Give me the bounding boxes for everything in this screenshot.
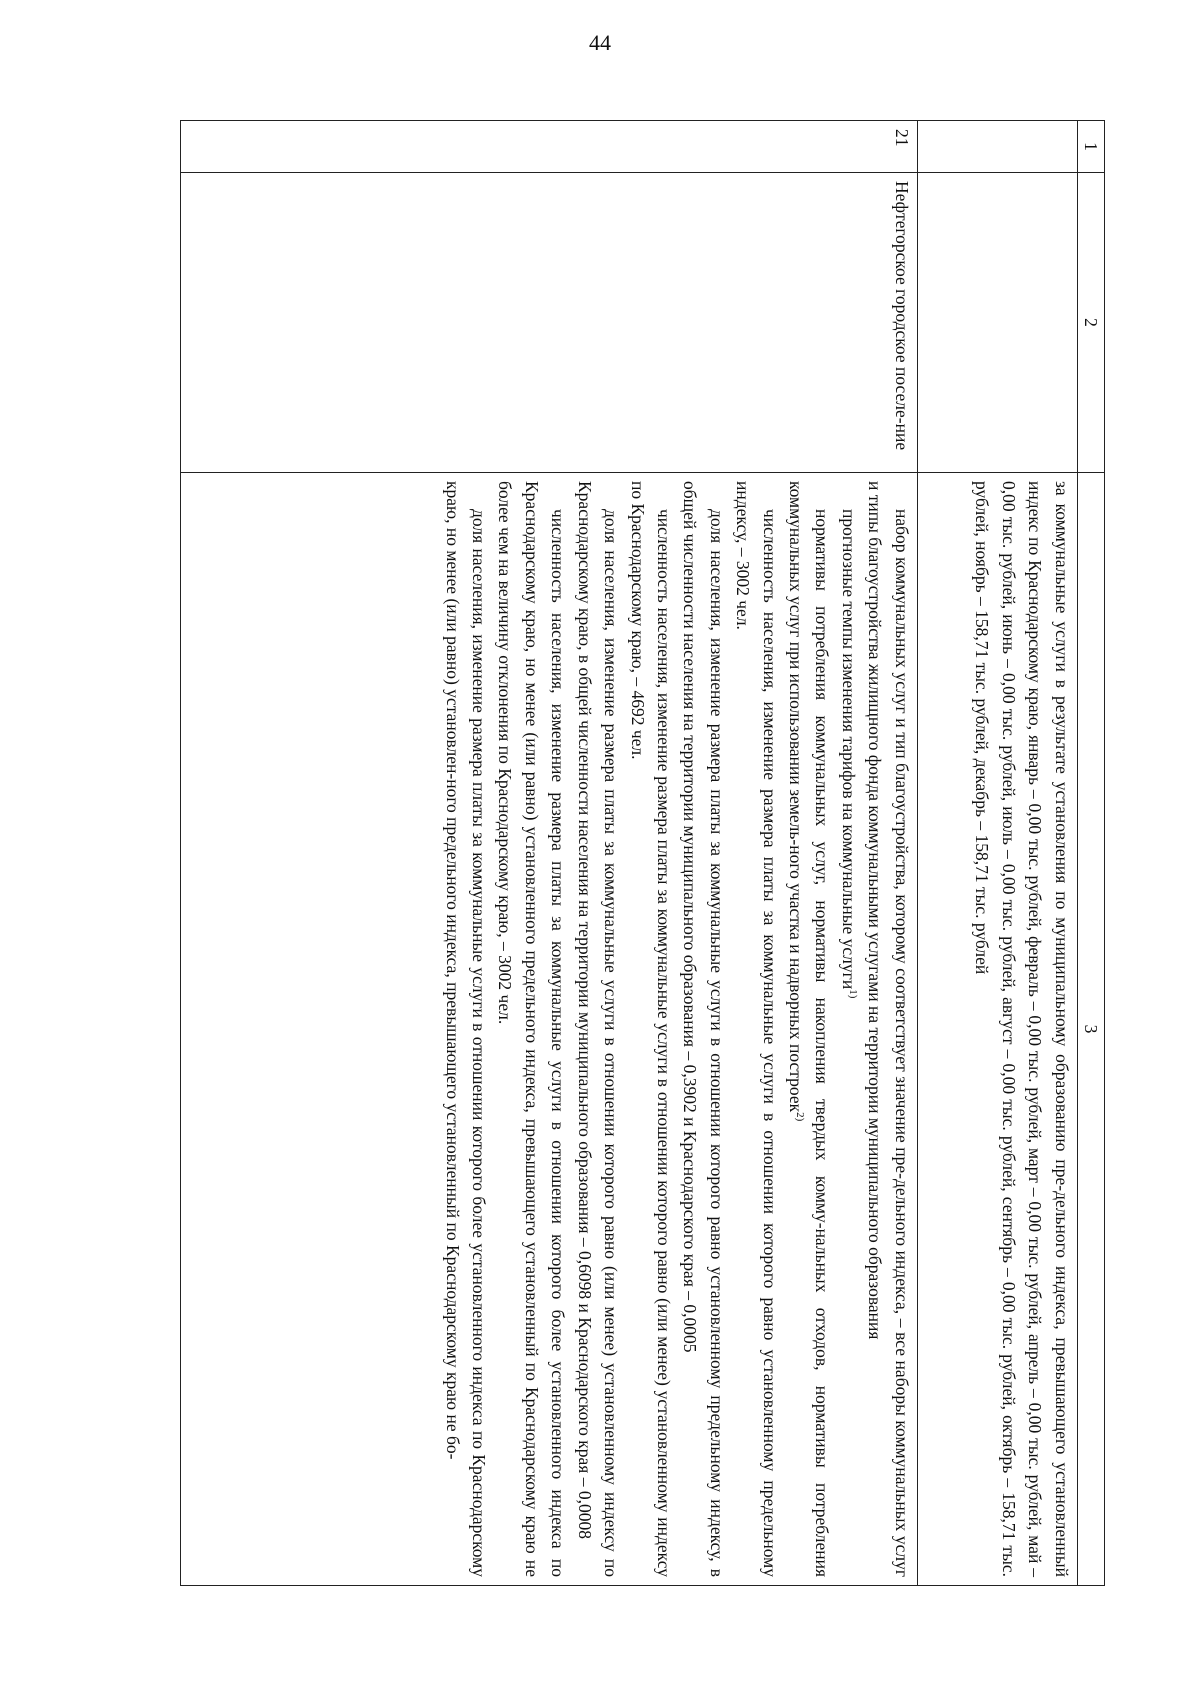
paragraph-8: численность населения, изменение размера платы за коммунальные услуги в отношении которого более установленного индекса по Краснодарскому краю, но менее (или равно) установленного предельного индекса, превышающего установленный по Краснодарскому краю не более чем на величину отклонения по Краснодарскому краю, – 3002 чел. <box>495 481 569 1577</box>
row-number-cell <box>917 121 1077 173</box>
description-cell <box>917 473 1077 1586</box>
description-text: за коммунальные услуги в результате установления по муниципальному образованию пре-дельного индекса, превышающего установленный индекс по Краснодарскому краю, январь – 0,00 тыс. рублей, февраль – 0,00 тыс. рублей, март – 0,00 тыс. рублей, апрель – 0,00 тыс. рублей, май – 0,00 тыс. рублей, июнь – 0,00 тыс. рублей, июль – 0,00 тыс. рублей, август – 0,00 тыс. рублей, сентябрь – 0,00 тыс. рублей, октябрь – 158,71 тыс. рублей, ноябрь – 158,71 тыс. рублей, декабрь – 158,71 тыс. рублей <box>972 481 1072 1577</box>
paragraph-3: нормативы потребления коммунальных услуг, нормативы накопления твердых комму-нальных отходов, нормативы потребления коммунальных услуг при использовании земель-ного участка и надворных построек$^{2)}$ <box>785 481 833 1577</box>
description-cell <box>181 473 918 1586</box>
footnote-1-mark: 1) <box>846 989 859 999</box>
paragraph-5: доля населения, изменение размера платы за коммунальные услуги в отношении которого равно установленному предельному индексу, в общей численности населения на территории муниципального образования – 0,3902 и Краснодарского края – 0,0005 <box>680 481 727 1577</box>
municipality-name: Нефтегорское городское поселе-ние <box>891 181 912 451</box>
paragraph-1: набор коммунальных услуг и тип благоустройства, которому соответствует значение пре-дельного индекса, – все наборы коммунальных услуг и типы благоустройства жилищного фонда коммунальными услугами на территории муниципального образования <box>865 481 912 1577</box>
header-col-1: 1 <box>1077 121 1104 173</box>
data-table <box>180 120 1105 1586</box>
rotated-table-wrapper <box>180 120 1105 1585</box>
table-row-21 <box>181 121 918 1586</box>
paragraph-4: численность населения, изменение размера платы за коммунальные услуги в отношении которого равно установленному предельному индексу, – 3002 чел. <box>733 481 780 1577</box>
paragraph-7: доля населения, изменение размера платы за коммунальные услуги в отношении которого равно (или менее) установленному индексу по Краснодарскому краю, в общей численности населения на территории муниципального образования – 0,6098 и Краснодарского края – 0,0008 <box>574 481 622 1577</box>
row-number-cell: 21 <box>181 121 918 173</box>
paragraph-9: доля населения, изменение размера платы за коммунальные услуги в отношении которого более установленного индекса по Краснодарскому краю, но менее (или равно) установлен-ного предельного индекса, превышающего установленный по Краснодарскому краю не бо- <box>442 481 490 1577</box>
paragraph-2: прогнозные темпы изменения тарифов на коммунальные услуги$^{1)}$ <box>838 509 859 999</box>
table-row-continued <box>917 121 1077 1586</box>
header-col-2: 2 <box>1077 173 1104 473</box>
footnote-2-mark: 2) <box>793 1112 806 1122</box>
page-number: 44 <box>589 30 611 55</box>
municipality-cell <box>917 173 1077 473</box>
paragraph-6: численность населения, изменение размера платы за коммунальные услуги в отношении которого равно (или менее) установленному индексу по Краснодарскому краю, – 4692 чел. <box>627 481 674 1577</box>
header-col-3: 3 <box>1077 473 1104 1586</box>
municipality-cell <box>181 173 918 473</box>
table-header-row <box>1077 121 1104 1586</box>
